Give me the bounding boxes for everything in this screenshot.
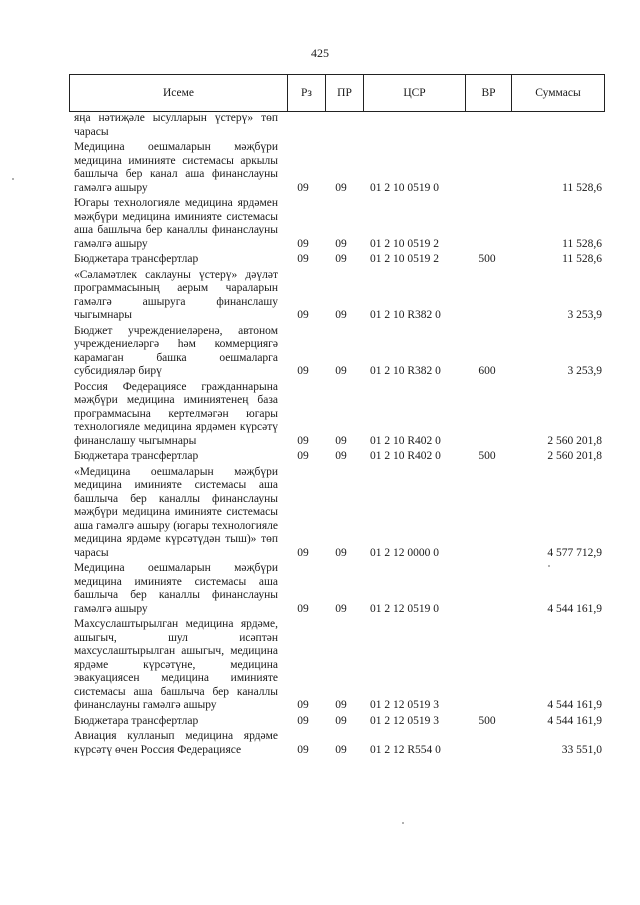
- row-sum: 33 551,0: [561, 743, 602, 756]
- table-row: [74, 450, 602, 464]
- row-csr: 01 2 12 0519 3: [370, 699, 439, 711]
- row-vr: 600: [478, 365, 496, 377]
- row-sum: 3 253,9: [567, 365, 602, 377]
- row-sum: 2 560 201,8: [547, 434, 602, 447]
- header-vr: ВР: [466, 75, 512, 111]
- row-rz: 09: [297, 253, 309, 265]
- table-row: [74, 381, 602, 449]
- row-sum: 11 528,6: [562, 253, 602, 265]
- row-rz: 09: [297, 237, 309, 250]
- row-rz: 09: [297, 365, 309, 377]
- scan-speck: [12, 178, 14, 180]
- table-row: [74, 562, 602, 616]
- table-row: [74, 253, 602, 267]
- row-vr: 500: [478, 253, 496, 265]
- row-name: Бюджетара трансфертлар: [74, 450, 199, 462]
- row-pr: 09: [335, 714, 347, 727]
- row-rz: 09: [297, 181, 309, 194]
- row-pr: 09: [335, 365, 347, 377]
- row-pr: 09: [335, 699, 347, 711]
- row-pr: 09: [335, 309, 347, 321]
- table-row: [74, 197, 602, 251]
- row-pr: 09: [335, 253, 347, 265]
- row-csr: 01 2 10 R382 0: [370, 309, 441, 321]
- row-csr: 01 2 12 0519 0: [370, 602, 439, 615]
- header-sum: Суммасы: [535, 87, 581, 99]
- row-name: Бюджетара трансфертлар: [74, 714, 199, 727]
- row-name: «Медицина оешмаларын мәҗбүри медицина иминияте системасы аша башлыча бер каналлы финанслауны мәҗбүри медицина иминияте системасы аша гамәлгә ашыру (югары технологияле медицина ярдәме күрсәтүдән тыш)» төп чарасы: [74, 465, 278, 559]
- row-pr: 09: [335, 743, 347, 756]
- row-csr: 01 2 10 0519 2: [370, 237, 439, 250]
- row-vr: 500: [478, 450, 496, 462]
- row-name: Россия Федерациясе гражданнарына мәҗбүри медицина иминиятенең база программасына кертелмәгән югары технологияле медицина ярдәмен күрсәтү финанслашу чыгымнары: [74, 380, 278, 447]
- row-csr: 01 2 10 0519 2: [370, 253, 439, 265]
- row-sum: 2 560 201,8: [547, 450, 602, 462]
- row-sum: 11 528,6: [562, 237, 602, 250]
- row-csr: 01 2 12 R554 0: [370, 743, 441, 756]
- row-name: Авиация кулланып медицина ярдәме күрсәтү өчен Россия Федерациясе: [74, 730, 278, 756]
- header-rz: Рз: [288, 75, 326, 111]
- row-sum: 4 577 712,9: [547, 546, 602, 559]
- row-csr: 01 2 10 R402 0: [370, 450, 441, 462]
- row-name: «Сәламәтлек саклауны үстерү» дәүләт программасының аерым чараларын гамәлгә ашыруга финанслашу чыгымнары: [74, 268, 278, 321]
- table-row: [74, 466, 602, 561]
- table-row: [74, 618, 602, 713]
- row-sum: 3 253,9: [567, 309, 602, 321]
- row-rz: 09: [297, 602, 309, 615]
- row-name: Югары технологияле медицина ярдәмен мәҗбүри медицина иминияте системасы аша башлыча бер каналлы финанслауны гамәлгә ашыру: [74, 197, 278, 250]
- row-name: Махсуслаштырылган медицина ярдәме, ашыгыч, шул исәптән махсуслаштырылган ашыгыч, медицина ярдәме күрсәтүне, медицина эвакуациясен медицина иминияте системасы аша башлыча бер каналлы финанслауны гамәлгә ашыру: [74, 618, 278, 711]
- row-name: Бюджет учреждениеләренә, автоном учреждениеләргә һәм коммерциягә карамаган башка оешмаларга субсидияләр бирү: [74, 324, 278, 377]
- table-row: [74, 141, 602, 195]
- row-csr: 01 2 10 0519 0: [370, 181, 439, 194]
- row-rz: 09: [297, 546, 309, 559]
- row-rz: 09: [297, 714, 309, 727]
- row-name: Медицина оешмаларын мәҗбүри медицина иминияте системасы аркылы башлыча бер канал аша финанслауны гамәлгә ашыру: [74, 141, 278, 194]
- row-sum: 4 544 161,9: [547, 714, 602, 727]
- table-header: [69, 74, 605, 112]
- table-row: [74, 325, 602, 379]
- scan-speck: [402, 822, 404, 824]
- row-name: яңа нәтиҗәле ысулларын үстерү» төп чарасы: [74, 112, 278, 138]
- row-rz: 09: [297, 309, 309, 321]
- header-pr: ПР: [326, 75, 364, 111]
- row-pr: 09: [335, 602, 347, 615]
- row-pr: 09: [335, 434, 347, 447]
- scan-speck: [548, 565, 550, 567]
- row-pr: 09: [335, 237, 347, 250]
- row-name: Бюджетара трансфертлар: [74, 253, 199, 265]
- row-csr: 01 2 10 R382 0: [370, 365, 441, 377]
- row-pr: 09: [335, 181, 347, 194]
- row-name: Медицина оешмаларын мәҗбүри медицина иминияте системасы аша башлыча бер каналлы финанслауны гамәлгә ашыру: [74, 562, 278, 615]
- page-number: 425: [311, 46, 329, 60]
- header-name: Исеме: [70, 75, 288, 111]
- table-row: [74, 269, 602, 323]
- table-row: [74, 715, 602, 729]
- row-csr: 01 2 12 0519 3: [370, 714, 439, 727]
- row-csr: 01 2 10 R402 0: [370, 434, 441, 447]
- row-rz: 09: [297, 450, 309, 462]
- table-row: [74, 112, 602, 139]
- row-rz: 09: [297, 743, 309, 756]
- row-rz: 09: [297, 434, 309, 447]
- row-pr: 09: [335, 546, 347, 559]
- row-sum: 4 544 161,9: [547, 602, 602, 615]
- budget-table-body: [74, 112, 602, 759]
- row-pr: 09: [335, 450, 347, 462]
- header-csr: ЦСР: [364, 75, 466, 111]
- table-row: [74, 730, 602, 757]
- row-sum: 4 544 161,9: [547, 699, 602, 711]
- row-vr: 500: [478, 714, 496, 727]
- row-csr: 01 2 12 0000 0: [370, 546, 439, 559]
- row-rz: 09: [297, 699, 309, 711]
- row-sum: 11 528,6: [562, 181, 602, 194]
